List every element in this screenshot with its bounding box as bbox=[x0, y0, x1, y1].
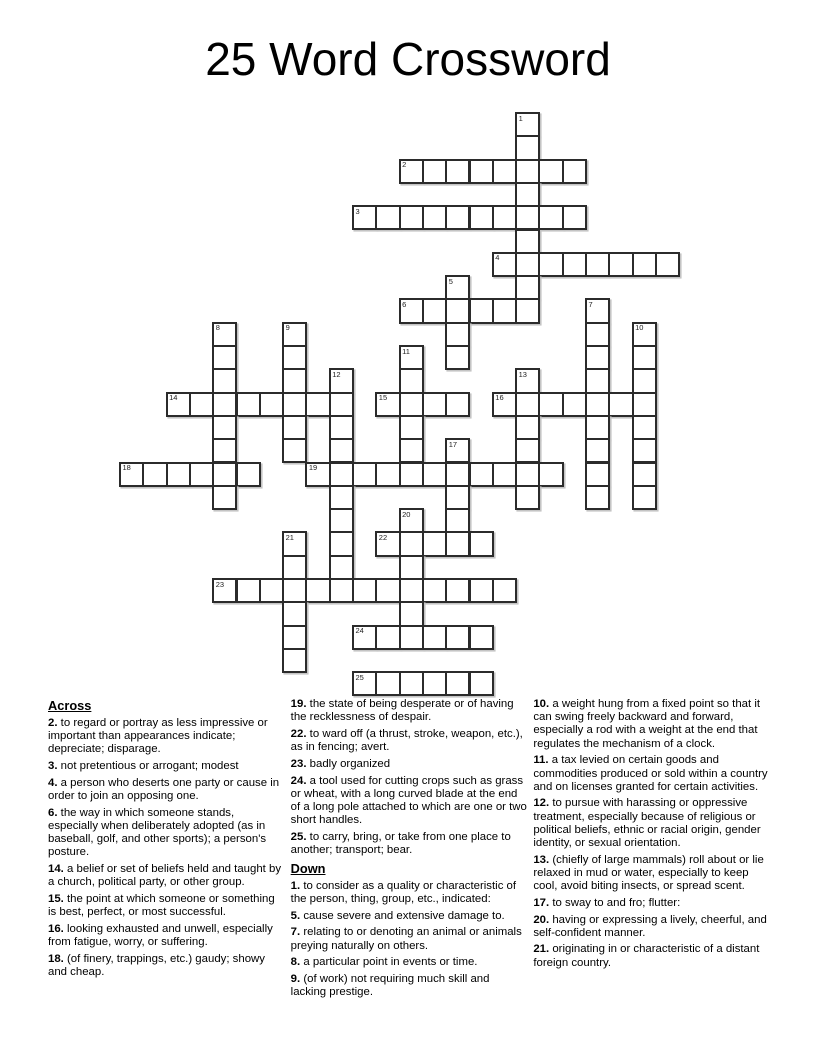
clue-number: 4. bbox=[48, 776, 58, 789]
grid-cell[interactable] bbox=[445, 275, 470, 300]
grid-cell[interactable] bbox=[212, 462, 237, 487]
grid-cell[interactable] bbox=[562, 159, 587, 184]
clue-6-across: 6. the way in which someone stands, especially when deliberately adopted (as in baseball, golf, and other sports); a person's posture. bbox=[48, 806, 267, 859]
clue-number: 3. bbox=[48, 760, 58, 773]
clue-16-across: 16. looking exhausted and unwell, especially from fatigue, worry, or suffering. bbox=[48, 922, 273, 949]
cell-number: 10 bbox=[635, 323, 644, 333]
clue-25-across: 25. to carry, bring, or take from one place to another; transport; bear. bbox=[290, 830, 511, 857]
grid-cell[interactable] bbox=[632, 252, 657, 277]
grid-cell[interactable] bbox=[445, 392, 470, 417]
clues-section bbox=[48, 698, 770, 1003]
grid-cell[interactable] bbox=[515, 182, 540, 207]
grid-cell[interactable] bbox=[399, 462, 424, 487]
clue-19-across: 19. the state of being desperate or of having the recklessness of despair. bbox=[290, 698, 514, 724]
grid-cell[interactable] bbox=[305, 462, 330, 487]
grid-cell[interactable] bbox=[632, 415, 657, 440]
grid-cell[interactable] bbox=[422, 671, 447, 696]
grid-cell[interactable] bbox=[399, 392, 424, 417]
cell-number: 17 bbox=[448, 439, 458, 449]
grid-cell[interactable] bbox=[515, 485, 540, 510]
grid-cell[interactable] bbox=[282, 531, 307, 556]
grid-cell[interactable] bbox=[422, 531, 447, 556]
cell-number: 23 bbox=[215, 579, 225, 589]
grid-cell[interactable] bbox=[492, 205, 517, 230]
grid-cell[interactable] bbox=[492, 462, 517, 487]
grid-cell[interactable] bbox=[445, 298, 470, 323]
grid-cell[interactable] bbox=[375, 578, 400, 603]
grid-cell[interactable] bbox=[585, 462, 610, 487]
cell-number: 16 bbox=[495, 393, 504, 403]
clue-23-across: 23. badly organized bbox=[290, 757, 391, 770]
grid-cell[interactable] bbox=[445, 671, 470, 696]
grid-cell[interactable] bbox=[282, 415, 307, 440]
clue-15-across: 15. the point at which someone or something is best, perfect, or most successful. bbox=[48, 892, 275, 919]
grid-cell[interactable] bbox=[352, 671, 377, 696]
grid-cell[interactable] bbox=[562, 392, 587, 417]
grid-cell[interactable] bbox=[422, 298, 447, 323]
across-header: Across bbox=[48, 698, 92, 713]
grid-cell[interactable] bbox=[608, 392, 633, 417]
grid-cell[interactable] bbox=[562, 252, 587, 277]
clue-number: 22. bbox=[290, 727, 307, 740]
cell-number: 8 bbox=[215, 323, 220, 333]
cell-number: 1 bbox=[518, 113, 523, 123]
grid-cell[interactable] bbox=[329, 555, 354, 580]
clue-number: 9. bbox=[290, 972, 301, 985]
clue-22-across: 22. to ward off (a thrust, stroke, weapon, etc.), as in fencing; avert. bbox=[290, 727, 523, 754]
clue-1-down: 1. to consider as a quality or characteristic of the person, thing, group, etc., indicated: bbox=[290, 879, 517, 905]
grid-cell[interactable] bbox=[445, 462, 470, 487]
grid-cell[interactable] bbox=[515, 159, 540, 184]
grid-cell[interactable] bbox=[166, 462, 191, 487]
grid-cell[interactable] bbox=[212, 485, 237, 510]
across-clue-list-continued bbox=[291, 698, 528, 857]
grid-cell[interactable] bbox=[422, 625, 447, 650]
grid-cell[interactable] bbox=[492, 298, 517, 323]
grid-cell[interactable] bbox=[375, 392, 400, 417]
grid-cell[interactable] bbox=[538, 392, 563, 417]
grid-cell[interactable] bbox=[469, 205, 494, 230]
clue-8-down: 8. a particular point in events or time. bbox=[290, 956, 478, 969]
grid-cell[interactable] bbox=[422, 205, 447, 230]
grid-cell[interactable] bbox=[282, 392, 307, 417]
cell-number: 11 bbox=[402, 346, 410, 356]
grid-cell[interactable] bbox=[329, 485, 354, 510]
grid-cell[interactable] bbox=[282, 555, 307, 580]
cell-number: 7 bbox=[588, 299, 593, 309]
grid-cell[interactable] bbox=[282, 601, 307, 626]
across-clue-list bbox=[48, 717, 285, 979]
grid-cell[interactable] bbox=[212, 392, 237, 417]
cell-number: 21 bbox=[285, 532, 294, 542]
grid-cell[interactable] bbox=[352, 625, 377, 650]
grid-cell[interactable] bbox=[236, 462, 261, 487]
grid-cell[interactable] bbox=[632, 368, 657, 393]
clue-number: 24. bbox=[290, 774, 307, 787]
clue-2-across: 2. to regard or portray as less impressive or important than appearances indicate; depreciate; disparage. bbox=[48, 717, 268, 756]
grid-cell[interactable] bbox=[632, 462, 657, 487]
grid-cell[interactable] bbox=[212, 578, 237, 603]
grid-cell[interactable] bbox=[329, 415, 354, 440]
grid-cell[interactable] bbox=[585, 485, 610, 510]
clue-number: 25. bbox=[290, 830, 307, 843]
grid-cell[interactable] bbox=[515, 205, 540, 230]
grid-cell[interactable] bbox=[469, 671, 494, 696]
grid-cell[interactable] bbox=[492, 159, 517, 184]
clue-number: 21. bbox=[533, 943, 550, 956]
grid-cell[interactable] bbox=[282, 322, 307, 347]
grid-cell[interactable] bbox=[422, 462, 447, 487]
grid-cell[interactable] bbox=[422, 578, 447, 603]
grid-cell[interactable] bbox=[585, 345, 610, 370]
clue-number: 14. bbox=[48, 863, 64, 876]
grid-cell[interactable] bbox=[469, 298, 494, 323]
grid-cell[interactable] bbox=[375, 462, 400, 487]
cell-number: 22 bbox=[378, 532, 388, 542]
clue-10-down: 10. a weight hung from a fixed point so that it can swing freely backward and forward, especially a rod with a weight at the end that regulates the mechanism of a clock. bbox=[533, 698, 761, 750]
clue-number: 20. bbox=[533, 913, 550, 926]
grid-cell[interactable] bbox=[329, 392, 354, 417]
grid-cell[interactable] bbox=[282, 625, 307, 650]
clue-3-across: 3. not pretentious or arrogant; modest bbox=[48, 760, 239, 773]
grid-cell[interactable] bbox=[399, 345, 424, 370]
grid-cell[interactable] bbox=[445, 159, 470, 184]
grid-cell[interactable] bbox=[515, 135, 540, 160]
clue-number: 12. bbox=[533, 797, 550, 810]
grid-cell[interactable] bbox=[515, 438, 540, 463]
grid-cell[interactable] bbox=[515, 275, 540, 300]
grid-cell[interactable] bbox=[538, 252, 563, 277]
grid-cell[interactable] bbox=[492, 252, 517, 277]
grid-cell[interactable] bbox=[538, 159, 563, 184]
grid-cell[interactable] bbox=[515, 229, 540, 254]
clue-number: 16. bbox=[48, 922, 64, 935]
clue-21-down: 21. originating in or characteristic of a distant foreign country. bbox=[533, 943, 760, 969]
grid-cell[interactable] bbox=[212, 415, 237, 440]
clue-column-1 bbox=[48, 698, 285, 1003]
grid-cell[interactable] bbox=[445, 625, 470, 650]
grid-cell[interactable] bbox=[212, 322, 237, 347]
grid-cell[interactable] bbox=[375, 625, 400, 650]
grid-cell[interactable] bbox=[189, 392, 214, 417]
grid-cell[interactable] bbox=[632, 392, 657, 417]
grid-cell[interactable] bbox=[399, 671, 424, 696]
grid-cell[interactable] bbox=[282, 368, 307, 393]
grid-cell[interactable] bbox=[515, 112, 540, 137]
crossword-grid bbox=[119, 112, 681, 697]
grid-cell[interactable] bbox=[119, 462, 144, 487]
grid-cell[interactable] bbox=[399, 601, 424, 626]
grid-cell[interactable] bbox=[166, 392, 191, 417]
grid-cell[interactable] bbox=[585, 252, 610, 277]
cell-number: 5 bbox=[448, 276, 453, 286]
grid-cell[interactable] bbox=[515, 252, 540, 277]
grid-cell[interactable] bbox=[492, 578, 517, 603]
cell-number: 6 bbox=[402, 299, 407, 309]
grid-cell[interactable] bbox=[469, 462, 494, 487]
clue-11-down: 11. a tax levied on certain goods and commodities produced or sold within a country and on licenses granted for certain activities. bbox=[533, 754, 768, 793]
grid-cell[interactable] bbox=[282, 345, 307, 370]
clue-12-down: 12. to pursue with harassing or oppressive treatment, especially because of religious or political beliefs, ethnic or racial origin, gender identity, or sexual orientation. bbox=[533, 797, 761, 850]
page-title: 25 Word Crossword bbox=[205, 33, 611, 85]
cell-number: 2 bbox=[402, 160, 407, 170]
grid-cell[interactable] bbox=[305, 578, 330, 603]
grid-cell[interactable] bbox=[329, 578, 354, 603]
grid-cell[interactable] bbox=[399, 578, 424, 603]
grid-cell[interactable] bbox=[515, 415, 540, 440]
grid-cell[interactable] bbox=[585, 368, 610, 393]
grid-cell[interactable] bbox=[469, 578, 494, 603]
down-clue-list bbox=[291, 880, 528, 1000]
clue-4-across: 4. a person who deserts one party or cause in order to join an opposing one. bbox=[48, 776, 280, 803]
clue-17-down: 17. to sway to and fro; flutter: bbox=[533, 896, 681, 909]
clue-number: 13. bbox=[533, 853, 550, 866]
grid-cell[interactable] bbox=[469, 625, 494, 650]
grid-cell[interactable] bbox=[399, 555, 424, 580]
grid-cell[interactable] bbox=[399, 531, 424, 556]
grid-cell[interactable] bbox=[399, 205, 424, 230]
grid-cell[interactable] bbox=[445, 438, 470, 463]
grid-cell[interactable] bbox=[632, 438, 657, 463]
grid-cell[interactable] bbox=[585, 438, 610, 463]
grid-cell[interactable] bbox=[282, 648, 307, 673]
cell-number: 3 bbox=[355, 206, 360, 216]
clue-13-down: 13. (chiefly of large mammals) roll about or lie relaxed in mud or water, especially to keep cool, avoid biting insects, or spread scent. bbox=[533, 853, 764, 893]
grid-cell[interactable] bbox=[445, 485, 470, 510]
clue-column-3 bbox=[533, 698, 770, 1003]
down-header: Down bbox=[290, 860, 326, 876]
grid-cell[interactable] bbox=[469, 531, 494, 556]
cell-number: 13 bbox=[518, 369, 527, 379]
grid-cell[interactable] bbox=[399, 298, 424, 323]
grid-cell[interactable] bbox=[422, 159, 447, 184]
clue-number: 18. bbox=[48, 952, 64, 965]
grid-cell[interactable] bbox=[329, 438, 354, 463]
grid-cell[interactable] bbox=[375, 205, 400, 230]
grid-cell[interactable] bbox=[399, 159, 424, 184]
clue-5-down: 5. cause severe and extensive damage to. bbox=[290, 909, 505, 922]
grid-cell[interactable] bbox=[189, 462, 214, 487]
grid-cell[interactable] bbox=[538, 462, 563, 487]
grid-cell[interactable] bbox=[282, 438, 307, 463]
grid-cell[interactable] bbox=[632, 485, 657, 510]
cell-number: 19 bbox=[308, 463, 318, 472]
grid-cell[interactable] bbox=[562, 205, 587, 230]
grid-cell[interactable] bbox=[399, 625, 424, 650]
cell-number: 24 bbox=[355, 626, 364, 636]
grid-cell[interactable] bbox=[422, 392, 447, 417]
grid-cell[interactable] bbox=[585, 392, 610, 417]
cell-number: 9 bbox=[285, 323, 290, 333]
grid-cell[interactable] bbox=[329, 508, 354, 533]
grid-cell[interactable] bbox=[585, 415, 610, 440]
clue-18-across: 18. (of finery, trappings, etc.) gaudy; showy and cheap. bbox=[48, 952, 265, 978]
grid-cell[interactable] bbox=[212, 368, 237, 393]
grid-cell[interactable] bbox=[445, 345, 470, 370]
grid-cell[interactable] bbox=[282, 578, 307, 603]
clue-number: 6. bbox=[48, 806, 58, 819]
grid-cell[interactable] bbox=[236, 392, 261, 417]
grid-cell[interactable] bbox=[515, 462, 540, 487]
grid-cell[interactable] bbox=[259, 578, 284, 603]
cell-number: 12 bbox=[332, 369, 341, 379]
clue-number: 19. bbox=[290, 698, 307, 710]
grid-cell[interactable] bbox=[445, 205, 470, 230]
grid-cell[interactable] bbox=[469, 159, 494, 184]
grid-cell[interactable] bbox=[399, 508, 424, 533]
grid-cell[interactable] bbox=[515, 392, 540, 417]
down-clue-list-continued bbox=[533, 698, 770, 970]
grid-cell[interactable] bbox=[585, 298, 610, 323]
grid-cell[interactable] bbox=[445, 508, 470, 533]
grid-cell[interactable] bbox=[632, 322, 657, 347]
grid-cell[interactable] bbox=[399, 438, 424, 463]
cell-number: 15 bbox=[378, 393, 388, 403]
grid-cell[interactable] bbox=[399, 415, 424, 440]
grid-cell[interactable] bbox=[632, 345, 657, 370]
grid-cell[interactable] bbox=[585, 322, 610, 347]
clue-14-across: 14. a belief or set of beliefs held and taught by a church, political party, or other group. bbox=[48, 863, 282, 889]
cell-number: 20 bbox=[402, 509, 411, 519]
grid-cell[interactable] bbox=[655, 252, 680, 277]
clue-number: 2. bbox=[48, 717, 58, 729]
grid-cell[interactable] bbox=[608, 252, 633, 277]
clue-number: 17. bbox=[533, 896, 550, 909]
clue-number: 8. bbox=[290, 956, 301, 969]
clue-number: 23. bbox=[290, 757, 307, 770]
grid-cell[interactable] bbox=[375, 531, 400, 556]
grid-cell[interactable] bbox=[538, 205, 563, 230]
grid-cell[interactable] bbox=[329, 462, 354, 487]
grid-cell[interactable] bbox=[492, 392, 517, 417]
grid-cell[interactable] bbox=[329, 531, 354, 556]
grid-cell[interactable] bbox=[259, 392, 284, 417]
cell-number: 25 bbox=[355, 672, 364, 682]
clue-number: 7. bbox=[290, 926, 301, 939]
grid-cell[interactable] bbox=[212, 438, 237, 463]
grid-cell[interactable] bbox=[375, 671, 400, 696]
clue-9-down: 9. (of work) not requiring much skill and lacking prestige. bbox=[290, 972, 490, 999]
clue-number: 1. bbox=[290, 879, 301, 892]
grid-cell[interactable] bbox=[142, 462, 167, 487]
cell-number: 18 bbox=[122, 463, 131, 472]
grid-cell[interactable] bbox=[305, 392, 330, 417]
grid-cell[interactable] bbox=[515, 368, 540, 393]
grid-cell[interactable] bbox=[352, 462, 377, 487]
cell-number: 14 bbox=[169, 393, 178, 403]
clue-number: 10. bbox=[533, 698, 550, 710]
cell-number: 4 bbox=[495, 253, 500, 263]
clue-20-down: 20. having or expressing a lively, cheerful, and self-confident manner. bbox=[533, 913, 767, 939]
clue-column-2 bbox=[291, 698, 528, 1003]
grid-cell[interactable] bbox=[329, 368, 354, 393]
grid-cell[interactable] bbox=[352, 205, 377, 230]
grid-cell[interactable] bbox=[352, 578, 377, 603]
grid-cell[interactable] bbox=[236, 578, 261, 603]
grid-cell[interactable] bbox=[445, 322, 470, 347]
grid-cell[interactable] bbox=[515, 298, 540, 323]
grid-cell[interactable] bbox=[212, 345, 237, 370]
grid-cell[interactable] bbox=[445, 531, 470, 556]
grid-cell[interactable] bbox=[445, 578, 470, 603]
clue-number: 15. bbox=[48, 892, 64, 905]
clue-24-across: 24. a tool used for cutting crops such as grass or wheat, with a long curved blade at the end of a long pole attached to which are one or two short handles. bbox=[290, 774, 527, 827]
clue-7-down: 7. relating to or denoting an animal or animals preying naturally on others. bbox=[290, 926, 522, 952]
clue-number: 11. bbox=[533, 754, 549, 767]
clue-number: 5. bbox=[290, 909, 301, 922]
grid-cell[interactable] bbox=[399, 368, 424, 393]
